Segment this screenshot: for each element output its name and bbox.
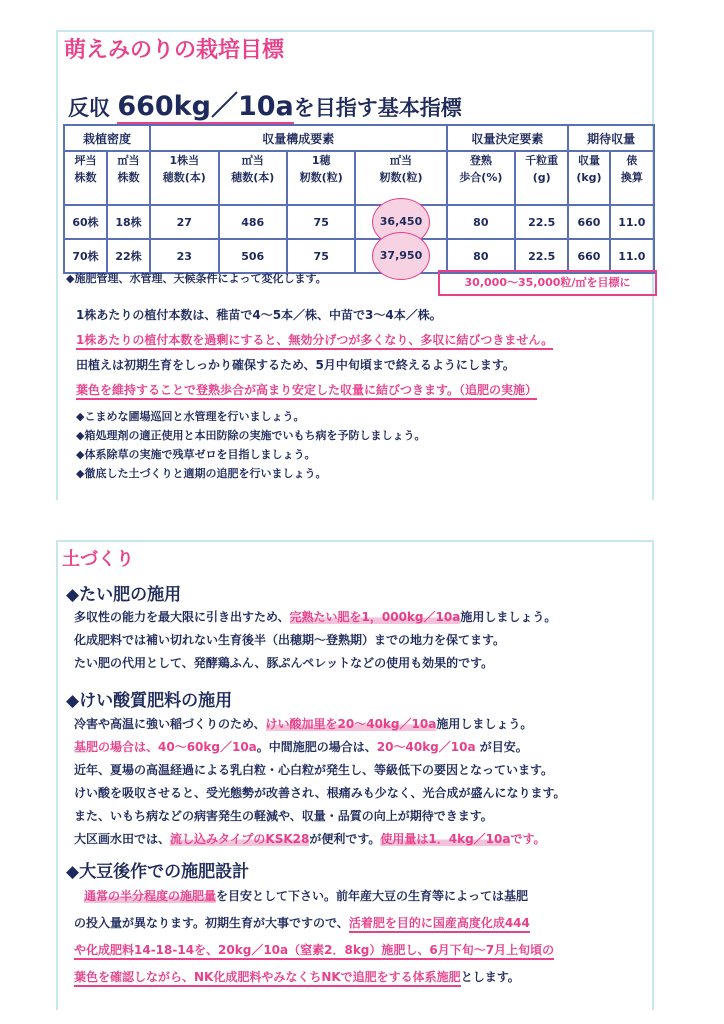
column-header: 1穂 籾数(粒) bbox=[287, 151, 355, 205]
table-cell: 75 bbox=[287, 205, 355, 239]
subtitle-post: を目指す基本指標 bbox=[293, 96, 462, 120]
bullet-item: ◆体系除草の実施で残草ゼロを目指しましょう。 bbox=[76, 448, 316, 461]
paragraph-line: また、いもち病などの病害発生の軽減や、収量・品質の向上が期待できます。 bbox=[74, 809, 493, 823]
paragraph-line: 基肥の場合は、40～60kg／10a。中間施肥の場合は、20～40kg／10a が目安。 bbox=[74, 740, 528, 754]
paragraph-line: 冷害や高温に強い稲づくりのため、けい酸加里を20～40kg／10a施用しましょう。 bbox=[74, 717, 533, 731]
table-cell: 80 bbox=[447, 239, 515, 273]
table-cell: 80 bbox=[447, 205, 515, 239]
column-header: ㎡当 株数 bbox=[107, 151, 150, 205]
highlight: 完熟たい肥を1，000kg／10a bbox=[289, 610, 461, 624]
group-header: 収量構成要素 bbox=[150, 125, 447, 151]
tip-line-highlight: 葉色を維持することで登熟歩合が高まり安定した収量に結びつきます。（追肥の実施） bbox=[76, 383, 537, 400]
paragraph-line: の投入量が異なります。初期生育が大事ですので、活着肥を目的に国産高度化成444 bbox=[74, 914, 530, 931]
target-box: 30,000～35,000粒/㎡を目標に bbox=[438, 270, 657, 296]
group-header: 期待収量 bbox=[568, 125, 654, 151]
paragraph-line: 近年、夏場の高温経過による乳白粒・心白粒が発生し、等級低下の要因となっています。 bbox=[74, 763, 554, 777]
page-subtitle bbox=[68, 84, 462, 123]
highlight: 使用量は1．4kg／10a bbox=[380, 832, 511, 846]
paragraph-line: 化成肥料では補い切れない生育後半（出穂期～登熟期）までの地力を保てます。 bbox=[74, 633, 506, 647]
table-cell: 660 bbox=[568, 205, 609, 239]
tip-line: 田植えは初期生育をしっかり確保するため、5月中旬頃まで終えるようにします。 bbox=[76, 358, 515, 372]
soil-title: 土づくり bbox=[62, 549, 134, 570]
paragraph-line: 多収性の能力を最大限に引き出すため、完熟たい肥を1，000kg／10a施用しましょう。 bbox=[74, 610, 557, 624]
table-cell: 75 bbox=[287, 239, 355, 273]
paragraph-line: 大区画水田では、流し込みタイプのKSK28が便利です。使用量は1．4kg／10aです。 bbox=[74, 832, 546, 846]
table-cell: 60株 bbox=[64, 205, 107, 239]
table-cell: 486 bbox=[219, 205, 287, 239]
table-cell: 11.0 bbox=[610, 239, 654, 273]
table-cell: 11.0 bbox=[610, 205, 654, 239]
highlight-circle: 36,450 bbox=[372, 198, 430, 246]
bullet-item: ◆徹底した土づくりと適期の追肥を行いましょう。 bbox=[76, 467, 327, 480]
tip-line: 1株あたりの植付本数は、稚苗で4～5本／株、中苗で3～4本／株。 bbox=[76, 308, 442, 322]
column-header: 俵 換算 bbox=[610, 151, 654, 205]
subtitle-pre: 反収 bbox=[68, 96, 118, 120]
table-cell: 70株 bbox=[64, 239, 107, 273]
yield-index-table bbox=[63, 124, 655, 274]
group-header: 栽植密度 bbox=[64, 125, 150, 151]
section-heading: ◆大豆後作での施肥設計 bbox=[66, 862, 250, 882]
group-header: 収量決定要素 bbox=[447, 125, 569, 151]
paragraph-line: 通常の半分程度の施肥量を目安として下さい。前年産大豆の生育等によっては基肥 bbox=[84, 889, 529, 903]
table-cell: 27 bbox=[150, 205, 218, 239]
table-cell: 22株 bbox=[107, 239, 150, 273]
highlight: 流し込みタイプのKSK28 bbox=[170, 832, 310, 846]
highlight: 通常の半分程度の施肥量 bbox=[84, 889, 217, 903]
section-heading: ◆たい肥の施用 bbox=[66, 585, 182, 605]
table-cell: 506 bbox=[219, 239, 287, 273]
column-header: 千粒重 (g) bbox=[515, 151, 568, 205]
table-cell: 22.5 bbox=[515, 205, 568, 239]
column-header: ㎡当 穂数(本) bbox=[219, 151, 287, 205]
column-header: 登熟 歩合(%) bbox=[447, 151, 515, 205]
table-cell: 22.5 bbox=[515, 239, 568, 273]
highlight: 葉色を確認しながら、NK化成肥料やみなくちNKで追肥をする体系施肥 bbox=[74, 970, 461, 987]
table-cell: 18株 bbox=[107, 205, 150, 239]
section-heading: ◆けい酸質肥料の施用 bbox=[66, 691, 233, 711]
highlight-circle: 37,950 bbox=[372, 232, 430, 280]
highlight: 活着肥を目的に国産高度化成444 bbox=[349, 916, 530, 933]
paragraph-line: たい肥の代用として、発酵鶏ふん、豚ぷんペレットなどの使用も効果的です。 bbox=[74, 656, 494, 670]
paragraph-line: けい酸を吸収させると、受光態勢が改善され、根痛みも少なく、光合成が盛んになります。 bbox=[74, 786, 566, 800]
table-note: ◆施肥管理、水管理、天候条件によって変化します。 bbox=[66, 272, 327, 285]
column-header: ㎡当 籾数(粒) bbox=[355, 151, 446, 205]
highlight: けい酸加里を20～40kg／10a bbox=[265, 717, 437, 731]
tip-line-warning: 1株あたりの植付本数を過剰にすると、無効分げつが多くなり、多収に結びつきません。 bbox=[76, 333, 553, 350]
subtitle-target: 660kg／10a bbox=[117, 91, 294, 122]
bullet-item: ◆こまめな圃場巡回と水管理を行いましょう。 bbox=[76, 410, 305, 423]
column-header: 収量 (kg) bbox=[568, 151, 609, 205]
column-header: 1株当 穂数(本) bbox=[150, 151, 218, 205]
table-cell: 23 bbox=[150, 239, 218, 273]
bullet-item: ◆箱処理剤の適正使用と本田防除の実施でいもち病を予防しましょう。 bbox=[76, 429, 426, 442]
paragraph-line: 葉色を確認しながら、NK化成肥料やみなくちNKで追肥をする体系施肥とします。 bbox=[74, 968, 520, 985]
page-title: 萌えみのりの栽培目標 bbox=[64, 38, 285, 63]
table-cell bbox=[355, 239, 446, 273]
column-header: 坪当 株数 bbox=[64, 151, 107, 205]
table-cell: 660 bbox=[568, 239, 609, 273]
paragraph-line: や化成肥料14-18-14を、20kg／10a（窒素2．8kg）施肥し、6月下旬～7月上旬頃の bbox=[74, 943, 554, 960]
